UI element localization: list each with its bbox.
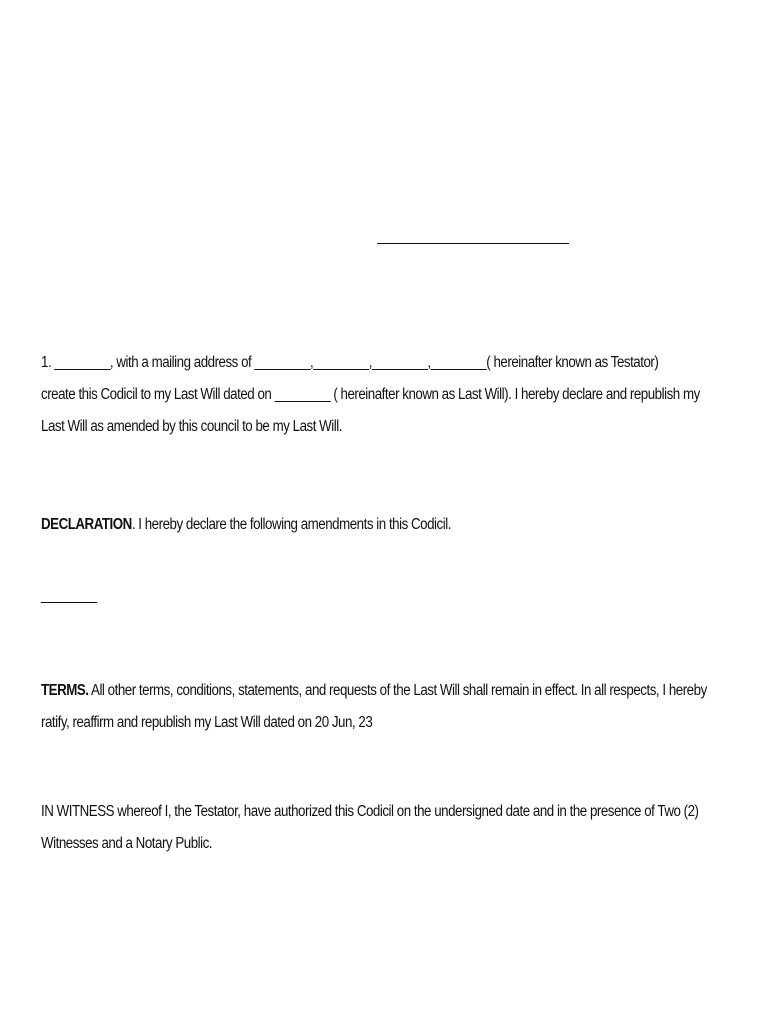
amendment-blank: ________ [41, 587, 97, 604]
witness-line-2: Witnesses and a Notary Public. [41, 835, 213, 852]
paragraph-declaration [41, 509, 729, 541]
witness-line-1: IN WITNESS whereof I, the Testator, have authorized this Codicil on the undersigned date and in the presence of Two (2) [41, 803, 699, 820]
declaration-heading: DECLARATION [41, 516, 132, 533]
title-underline [377, 243, 569, 244]
declaration-text: . I hereby declare the following amendments in this Codicil. [131, 516, 451, 533]
paragraph-testator [41, 347, 729, 443]
paragraph-witness [41, 796, 729, 860]
paragraph-testator-line-1: 1. ________, with a mailing address of ________,________,________,________( hereinafter known as Testator) [41, 354, 659, 371]
paragraph-terms [41, 675, 729, 739]
paragraph-testator-line-3: Last Will as amended by this council to be my Last Will. [41, 418, 342, 435]
terms-line-2: ratify, reaffirm and republish my Last Will dated on 20 Jun, 23 [41, 714, 373, 731]
terms-heading: TERMS. [41, 682, 89, 699]
paragraph-testator-line-2: create this Codicil to my Last Will dated on ________ ( hereinafter known as Last Will). I hereby declare and republish my [41, 386, 700, 403]
terms-line-1 [41, 675, 729, 707]
terms-text: All other terms, conditions, statements, and requests of the Last Will shall remain in effect. In all respects, I hereby [88, 682, 707, 699]
